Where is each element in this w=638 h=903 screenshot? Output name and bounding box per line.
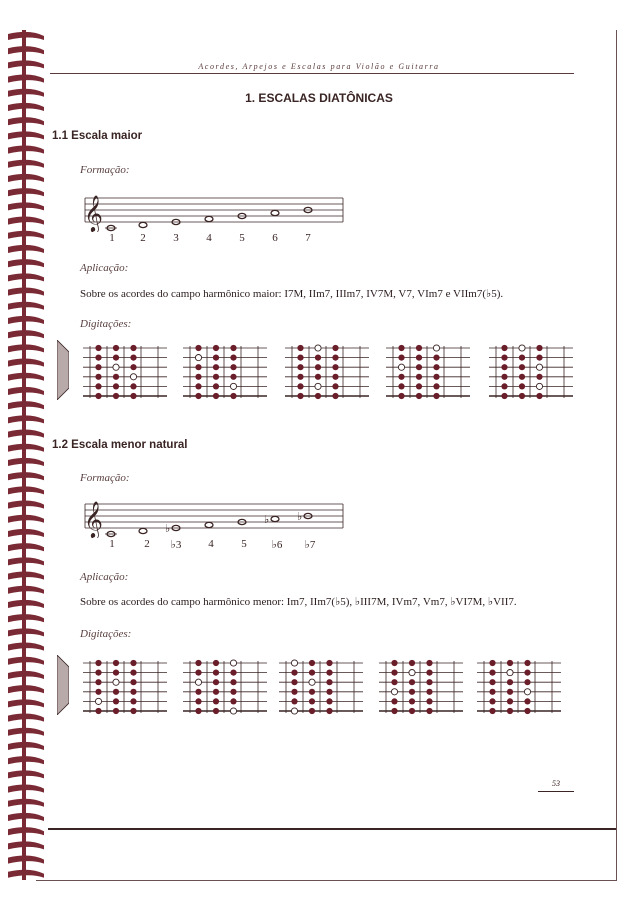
note-dot [195,364,201,370]
note-dot [315,393,321,399]
note-dot [326,660,332,666]
fingering-diagram-major-3 [282,342,372,402]
degree: 5 [239,232,245,244]
treble-clef-icon: 𝄞 [84,500,103,538]
section-tab-icon [57,340,69,400]
note-dot [326,689,332,695]
note-dot [213,708,219,714]
note-dot [536,355,542,361]
note-dot [416,383,422,389]
note-dot [507,689,513,695]
note-dot [297,345,303,351]
root-note-dot [315,383,321,389]
note-dot [297,374,303,380]
page-number: 53 [552,779,560,788]
formation-label-minor: Formação: [80,472,130,484]
note-dot [398,355,404,361]
note-dot [426,698,432,704]
degree: 7 [305,232,311,244]
root-note-dot [507,670,513,676]
note-dot [291,679,297,685]
note-dot [433,355,439,361]
note-dot [195,708,201,714]
note-dot [230,689,236,695]
note-dot [130,708,136,714]
degree: ♭6 [271,539,283,551]
note-dot [195,374,201,380]
root-note-dot [130,374,136,380]
note-dot [398,374,404,380]
root-note-dot [315,345,321,351]
note-dot [213,698,219,704]
note-dot [489,698,495,704]
root-note-dot [536,383,542,389]
staff-minor [75,498,345,538]
note-dot [195,689,201,695]
note-dot [230,374,236,380]
root-note-dot [309,679,315,685]
note-dot [332,393,338,399]
note-dot [113,708,119,714]
note-dot [507,679,513,685]
note-dot [95,708,101,714]
note-dot [213,364,219,370]
note-dot [113,670,119,676]
root-note-dot [398,364,404,370]
note-dot [95,355,101,361]
note-dot [315,374,321,380]
note-dot [213,679,219,685]
note-dot [213,355,219,361]
note-dot [391,670,397,676]
note-dot [416,345,422,351]
note-dot [524,708,530,714]
svg-text:♭: ♭ [297,510,303,523]
note-dot [291,670,297,676]
note-dot [230,345,236,351]
note-dot [113,660,119,666]
note-dot [195,670,201,676]
root-note-dot [230,660,236,666]
note-dot [507,708,513,714]
note-dot [195,698,201,704]
note-dot [426,679,432,685]
root-note-dot [409,670,415,676]
note-dot [230,364,236,370]
root-note-dot [195,355,201,361]
note-dot [297,355,303,361]
note-dot [113,689,119,695]
note-dot [130,689,136,695]
staff-major [75,192,345,232]
note-dot [524,679,530,685]
note-dot [113,345,119,351]
note-dot [130,383,136,389]
note-dot [391,698,397,704]
note-dot [326,679,332,685]
note-dot [332,383,338,389]
note-dot [326,708,332,714]
note-dot [433,383,439,389]
note-dot [524,670,530,676]
note-dot [195,345,201,351]
application-text-major: Sobre os acordes do campo harmônico maior: I7M, IIm7, IIIm7, IV7M, V7, VIm7 e VIIm7(♭5). [80,288,504,300]
note-dot [326,698,332,704]
application-label-minor: Aplicação: [80,571,129,583]
note-dot [95,689,101,695]
note-dot [433,393,439,399]
root-note-dot [230,383,236,389]
note-dot [409,698,415,704]
fingering-diagram-minor-3 [276,657,366,717]
note-dot [507,660,513,666]
note-dot [130,345,136,351]
note-dot [519,393,525,399]
running-header: Acordes, Arpejos e Escalas para Violão e Guitarra [198,62,440,71]
root-note-dot [536,364,542,370]
note-dot [489,670,495,676]
note-dot [416,355,422,361]
note-dot [213,689,219,695]
root-note-dot [195,679,201,685]
fingerings-label-minor: Digitações: [80,628,132,640]
page-number-rule [538,791,574,792]
spiral-binding [0,30,48,880]
note-dot [501,374,507,380]
note-dot [426,689,432,695]
note-dot [195,660,201,666]
note-dot [95,383,101,389]
note-dot [489,689,495,695]
note-dot [113,374,119,380]
root-note-dot [113,679,119,685]
note-dot [213,660,219,666]
note-dot [95,364,101,370]
root-note-dot [230,708,236,714]
root-note-dot [291,708,297,714]
note-dot [332,364,338,370]
degree: 1 [109,538,115,550]
note-dot [332,355,338,361]
degree: 1 [109,232,115,244]
root-note-dot [291,660,297,666]
note-dot [433,364,439,370]
note-dot [213,393,219,399]
note-dot [130,670,136,676]
footer-rule [48,828,616,830]
note-dot [501,393,507,399]
fingering-diagram-minor-2 [180,657,270,717]
note-dot [332,345,338,351]
note-dot [426,708,432,714]
note-dot [489,660,495,666]
root-note-dot [519,345,525,351]
note-dot [230,698,236,704]
note-dot [213,670,219,676]
section-title-minor: 1.2 Escala menor natural [52,439,188,451]
note-dot [130,393,136,399]
note-dot [130,698,136,704]
note-dot [391,660,397,666]
note-dot [230,393,236,399]
degree: ♭7 [304,539,316,551]
note-dot [309,698,315,704]
note-dot [391,708,397,714]
note-dot [426,660,432,666]
note-dot [195,393,201,399]
note-dot [213,345,219,351]
note-dot [213,383,219,389]
note-dot [519,355,525,361]
note-dot [95,345,101,351]
page-border [36,30,617,881]
note-dot [501,364,507,370]
fingering-diagram-minor-4 [376,657,466,717]
degree: 5 [241,538,247,550]
note-dot [489,679,495,685]
degree: 6 [272,232,278,244]
note-dot [519,364,525,370]
fingering-diagram-major-2 [180,342,270,402]
note-dot [315,355,321,361]
note-dot [230,355,236,361]
note-dot [489,708,495,714]
note-dot [309,689,315,695]
root-note-dot [391,689,397,695]
degree: 2 [144,538,150,550]
note-dot [95,393,101,399]
chapter-title: 1. ESCALAS DIATÔNICAS [245,91,393,105]
note-dot [409,660,415,666]
note-dot [297,364,303,370]
note-dot [416,374,422,380]
section-title-major: 1.1 Escala maior [52,130,143,142]
note-dot [507,698,513,704]
treble-clef-icon: 𝄞 [84,194,103,232]
degree: 3 [173,232,179,244]
note-dot [309,660,315,666]
note-dot [409,689,415,695]
note-dot [213,374,219,380]
fingering-diagram-major-4 [383,342,473,402]
note-dot [130,660,136,666]
svg-text:♭: ♭ [165,522,171,535]
note-dot [536,393,542,399]
note-dot [230,679,236,685]
fingering-diagram-major-5 [486,342,576,402]
root-note-dot [524,689,530,695]
note-dot [326,670,332,676]
note-dot [291,689,297,695]
note-dot [391,679,397,685]
note-dot [195,383,201,389]
root-note-dot [433,345,439,351]
note-dot [524,698,530,704]
degree: 4 [206,232,212,244]
note-dot [297,383,303,389]
note-dot [130,355,136,361]
note-dot [426,670,432,676]
degree: ♭3 [170,539,182,551]
note-dot [332,374,338,380]
note-dot [309,670,315,676]
note-dot [113,355,119,361]
note-dot [398,383,404,389]
note-dot [113,393,119,399]
fingering-diagram-major-1 [80,342,170,402]
note-dot [95,660,101,666]
note-dot [409,708,415,714]
root-note-dot [95,698,101,704]
note-dot [501,345,507,351]
note-dot [291,698,297,704]
application-label-major: Aplicação: [80,262,129,274]
root-note-dot [113,364,119,370]
note-dot [501,383,507,389]
note-dot [519,374,525,380]
header-rule [50,73,574,74]
fingerings-label-major: Digitações: [80,318,132,330]
section-tab-icon [57,655,69,715]
note-dot [130,679,136,685]
note-dot [398,393,404,399]
svg-text:♭: ♭ [264,513,270,526]
note-dot [409,679,415,685]
note-dot [95,679,101,685]
note-dot [398,345,404,351]
application-text-minor: Sobre os acordes do campo harmônico menor: Im7, IIm7(♭5), ♭III7M, IVm7, Vm7, ♭VI7M, ♭VII7. [80,596,517,608]
degree: 4 [208,538,214,550]
note-dot [230,670,236,676]
note-dot [95,374,101,380]
fingering-diagram-minor-1 [80,657,170,717]
formation-label-major: Formação: [80,164,130,176]
note-dot [297,393,303,399]
note-dot [536,374,542,380]
note-dot [95,670,101,676]
note-dot [309,708,315,714]
note-dot [113,383,119,389]
note-dot [315,364,321,370]
fingering-diagram-minor-5 [474,657,564,717]
note-dot [113,698,119,704]
note-dot [416,393,422,399]
note-dot [130,364,136,370]
note-dot [536,345,542,351]
note-dot [433,374,439,380]
degree: 2 [140,232,146,244]
note-dot [416,364,422,370]
note-dot [524,660,530,666]
note-dot [501,355,507,361]
note-dot [519,383,525,389]
